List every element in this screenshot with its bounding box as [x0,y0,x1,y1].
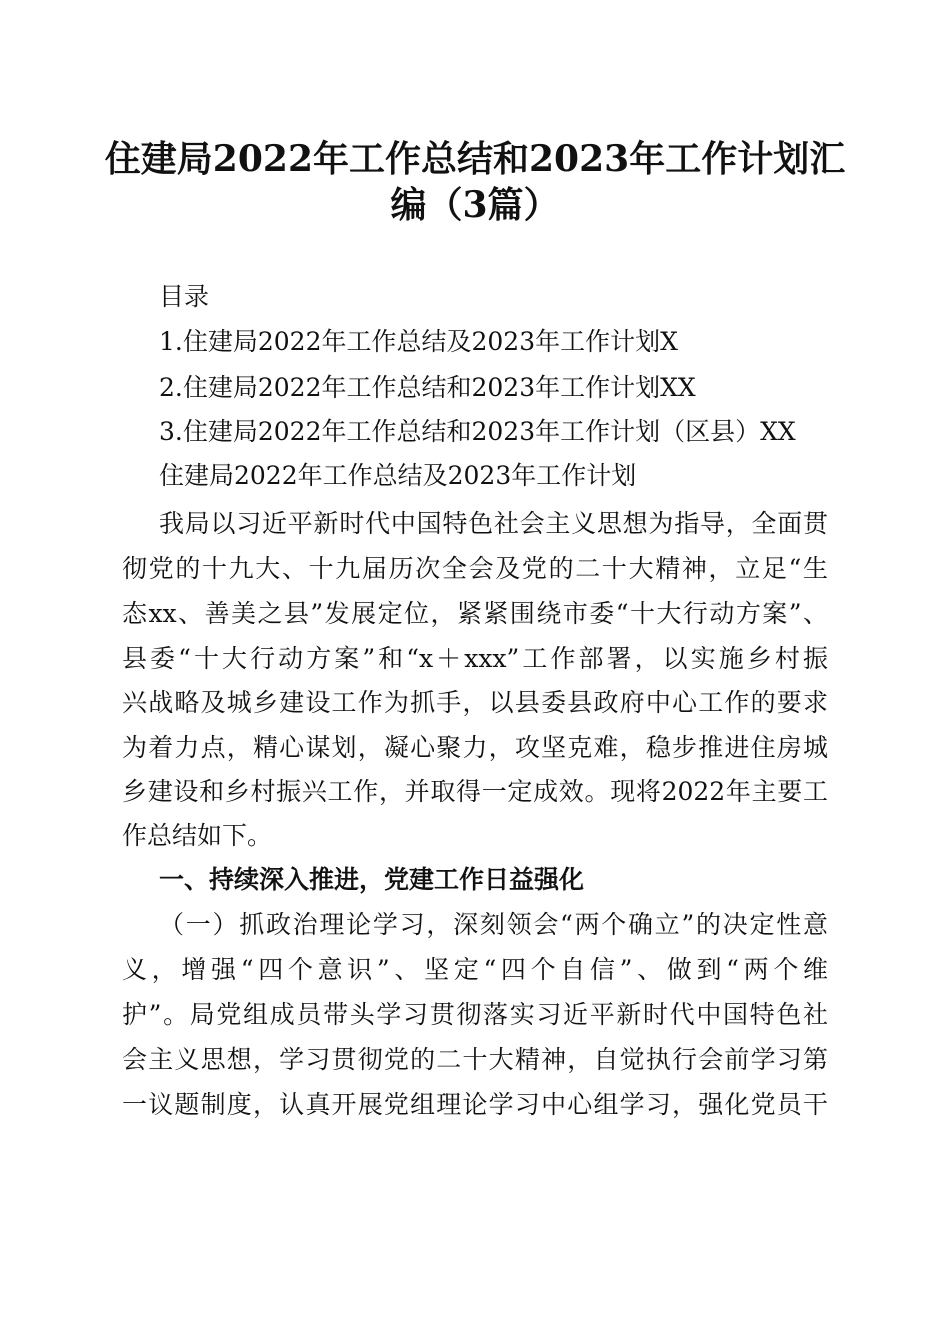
section-1-line-2: 义，增强“四个意识”、坚定“四个自信”、做到“两个维 [122,955,828,984]
toc-item-3: 3.住建局2022年工作总结和2023年工作计划（区县）XX [159,417,796,446]
intro-line-8: 作总结如下。 [122,821,273,850]
intro-line-1: 我局以习近平新时代中国特色社会主义思想为指导，全面贯 [159,509,828,538]
intro-line-2: 彻党的十九大、十九届历次全会及党的二十大精神，立足“生 [122,554,828,583]
intro-line-4: 县委“十大行动方案”和“x＋xxx”工作部署，以实施乡村振 [122,644,828,673]
document-title-line-2: 编（3篇） [390,184,560,226]
section-1-heading: 一、持续深入推进，党建工作日益强化 [159,865,585,894]
intro-line-5: 兴战略及城乡建设工作为抓手，以县委县政府中心工作的要求 [122,688,828,717]
toc-label: 目录 [159,282,210,311]
toc-item-1: 1.住建局2022年工作总结及2023年工作计划X [159,327,678,356]
section-1-line-4: 会主义思想，学习贯彻党的二十大精神，自觉执行会前学习第 [122,1045,828,1074]
section-1-line-1: （一）抓政治理论学习，深刻领会“两个确立”的决定性意 [159,910,828,939]
section-1-line-5: 一议题制度，认真开展党组理论学习中心组学习，强化党员干 [122,1090,828,1119]
article-title: 住建局2022年工作总结及2023年工作计划 [159,461,637,490]
intro-line-6: 为着力点，精心谋划，凝心聚力，攻坚克难，稳步推进住房城 [122,733,828,762]
intro-line-3: 态xx、善美之县”发展定位，紧紧围绕市委“十大行动方案”、 [122,599,828,628]
section-1-line-3: 护”。局党组成员带头学习贯彻落实习近平新时代中国特色社 [122,1000,828,1029]
intro-line-7: 乡建设和乡村振兴工作，并取得一定成效。现将2022年主要工 [122,777,828,806]
document-title-line-1: 住建局2022年工作总结和2023年工作计划汇 [104,138,846,180]
toc-item-2: 2.住建局2022年工作总结和2023年工作计划XX [159,373,696,402]
